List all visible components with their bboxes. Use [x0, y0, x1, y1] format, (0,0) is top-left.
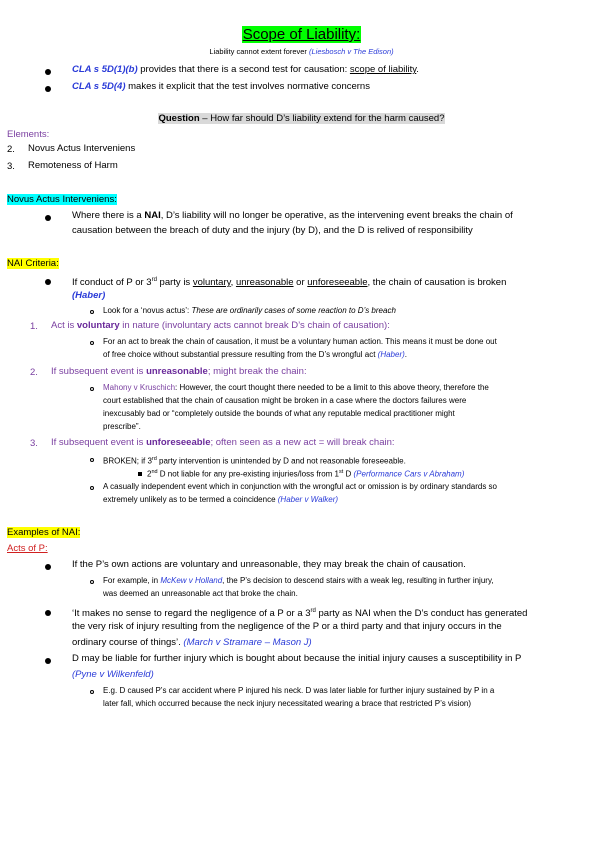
- question-text: – How far should D’s liability extend for the harm caused?: [199, 113, 445, 124]
- subtitle-text: Liability cannot extent forever: [209, 47, 309, 56]
- case-ref: (Performance Cars v Abraham): [353, 469, 465, 479]
- example-bullet-1: If the P’s own actions are voluntary and unreasonable, they may break the chain of causation.: [72, 559, 466, 570]
- example-bullet-3-line-1: D may be liable for further injury which is bought about because the initial injury causes a susceptibility in P: [72, 653, 522, 664]
- criteria-heading: [7, 257, 59, 271]
- example-bullet-2-line-2: the very risk of injury resulting from the negligence of the P or a third party and that injury occurs in the: [72, 621, 502, 632]
- acts-of-p-heading: Acts of P:: [7, 543, 48, 554]
- bold-term: NAI: [144, 210, 161, 221]
- text: party as NAI when the D’s conduct has generated: [315, 608, 528, 620]
- superscript: rd: [310, 608, 316, 614]
- bullet-icon: [45, 658, 51, 664]
- text: Act is: [51, 320, 77, 331]
- superscript: rd: [151, 277, 157, 283]
- list-number: 2.: [30, 367, 38, 378]
- question-row: [0, 112, 603, 126]
- question-label: Question: [158, 113, 200, 124]
- subtitle: [0, 47, 603, 56]
- intro-bullet-2: [72, 80, 370, 94]
- nai-heading: [7, 193, 117, 207]
- text: If subsequent event is: [51, 437, 147, 448]
- superscript: st: [339, 469, 344, 475]
- case-ref: (March v Stramare – Mason J): [183, 637, 312, 648]
- criterion-3-sub-2-line-1: A casually independent event which in conjunction with the wrongful act or omission is by ordinary standards so: [103, 482, 497, 491]
- text: Look for a ‘novus actus’:: [103, 306, 192, 315]
- text: ‘It makes no sense to regard the negligence of a P or a 3: [72, 608, 311, 620]
- underlined-term: unforeseeable: [307, 277, 368, 289]
- criterion-3-sub-sub: [147, 466, 464, 481]
- intro-text-end: .: [416, 64, 419, 75]
- elements-heading: Elements:: [7, 129, 50, 140]
- subtitle-case: (Liesbosch v The Edison): [309, 47, 394, 56]
- bold-term: unforeseeable: [146, 437, 211, 448]
- bullet-icon: [45, 69, 51, 75]
- text: D: [343, 469, 354, 479]
- criterion-1-sub-line-1: For an act to break the chain of causation, it must be a voluntary human action. This means it must be done out: [103, 337, 497, 346]
- criteria-heading-text: NAI Criteria:: [7, 258, 59, 269]
- bold-term: voluntary: [76, 320, 120, 331]
- case-ref: McKew v Holland: [160, 576, 223, 585]
- list-number: 3.: [30, 438, 38, 449]
- text: party intervention is unintended by D and not reasonable foreseeable.: [156, 456, 406, 466]
- intro-underlined: scope of liability: [349, 64, 417, 75]
- criterion-3-sub-2-line-2: [103, 494, 338, 507]
- text: 2: [147, 469, 152, 479]
- text: ; often seen as a new act = will break chain:: [210, 437, 395, 448]
- statute-ref: CLA s 5D(4): [72, 81, 126, 92]
- sub-bullet-icon: [90, 580, 94, 584]
- text: or: [293, 277, 308, 289]
- list-number: 2.: [7, 144, 15, 155]
- criterion-2: [51, 365, 307, 379]
- superscript: rd: [151, 456, 157, 462]
- text: ordinary course of things’.: [72, 637, 184, 648]
- examples-heading: [7, 526, 80, 540]
- case-ref: (Pyne v Wilkenfeld): [72, 669, 154, 680]
- nai-bullet-line-1: [72, 209, 513, 223]
- intro-text: provides that there is a second test for causation:: [137, 64, 350, 75]
- text: party is: [156, 277, 193, 289]
- example-bullet-2-line-3: [72, 636, 312, 650]
- example-sub-line-1: [103, 575, 494, 588]
- text: , D’s liability will no longer be operative, as the intervening event breaks the chain of: [160, 210, 513, 221]
- bullet-icon: [45, 610, 51, 616]
- bullet-icon: [45, 564, 51, 570]
- bullet-icon: [45, 279, 51, 285]
- criteria-main: [72, 273, 506, 290]
- text: , the chain of causation is broken: [367, 277, 507, 289]
- sub-sub-bullet-icon: [138, 472, 142, 476]
- text: BROKEN; if 3: [103, 456, 152, 466]
- underlined-term: unreasonable: [235, 277, 294, 289]
- text: If subsequent event is: [51, 366, 147, 377]
- text: in nature (involuntary acts cannot break D’s chain of causation):: [119, 320, 390, 331]
- list-number: 1.: [30, 321, 38, 332]
- sub-bullet-icon: [90, 486, 94, 490]
- text: extremely unlikely as to be termed a coincidence: [103, 495, 278, 504]
- criterion-2-sub-line-3: inexcusably bad or “completely outside the bounds of what any reputable medical practitioner might: [103, 409, 455, 418]
- case-ref: (Haber v Walker): [277, 495, 339, 504]
- bullet-icon: [45, 215, 51, 221]
- intro-text: makes it explicit that the test involves normative concerns: [125, 81, 370, 92]
- sub-bullet-icon: [90, 387, 94, 391]
- criterion-1-sub-line-2: [103, 349, 407, 362]
- criterion-3: [51, 436, 395, 450]
- text: : However, the court thought there needed to be a limit to this above theory, therefore the: [175, 383, 489, 392]
- example-3-sub-line-1: E.g. D caused P’s car accident where P injured his neck. D was later liable for further injury sustained by P in a: [103, 686, 495, 695]
- criterion-1: [51, 319, 390, 333]
- example-3-sub-line-2: later fall, which occurred because the neck injury necessitated wearing a brace that restricted P’s vision): [103, 699, 472, 708]
- sub-bullet-icon: [90, 690, 94, 694]
- list-item: Remoteness of Harm: [28, 160, 118, 171]
- page-title: Scope of Liability:: [242, 26, 361, 43]
- examples-heading-text: Examples of NAI:: [7, 527, 81, 538]
- case-ref: (Haber): [377, 350, 405, 359]
- underlined-term: voluntary: [192, 277, 231, 289]
- text: .: [404, 350, 408, 359]
- example-sub-line-2: was deemed an unreasonable act that broke the chain.: [103, 589, 298, 598]
- bold-term: unreasonable: [146, 366, 208, 377]
- intro-bullet-1: [72, 63, 419, 77]
- criteria-sub: [103, 305, 396, 318]
- bullet-icon: [45, 86, 51, 92]
- text: , the P’s decision to descend stairs with a weak leg, resulting in further injury,: [222, 576, 494, 585]
- sub-bullet-icon: [90, 310, 94, 314]
- superscript: nd: [151, 469, 158, 475]
- question: [158, 113, 444, 124]
- text: of free choice without substantial pressure resulting from the D’s wrongful act: [103, 350, 378, 359]
- text: D not liable for any pre-existing injuries/loss from 1: [157, 469, 339, 479]
- case-ref: Mahony v Kruschich: [103, 383, 176, 392]
- criterion-2-sub-line-1: [103, 382, 489, 395]
- nai-heading-text: Novus Actus Interveniens:: [7, 194, 117, 205]
- criterion-2-sub-line-4: prescribe”.: [103, 422, 141, 431]
- list-item: Novus Actus Interveniens: [28, 143, 136, 154]
- nai-bullet-line-2: causation between the breach of duty and the injury (by D), and the D is relived of responsibility: [72, 225, 473, 236]
- text: ,: [230, 277, 236, 289]
- criterion-2-sub-line-2: court established that the chain of causation might be broken in a case where the doctors failures were: [103, 396, 467, 405]
- sub-bullet-icon: [90, 458, 94, 462]
- example-bullet-2-line-1: [72, 604, 527, 621]
- list-number: 3.: [7, 161, 15, 172]
- sub-bullet-icon: [90, 341, 94, 345]
- text: If conduct of P or 3: [72, 277, 152, 289]
- text: For example, in: [103, 576, 161, 585]
- text: Where there is a: [72, 210, 145, 221]
- text: ; might break the chain:: [207, 366, 307, 377]
- statute-ref: CLA s 5D(1)(b): [72, 64, 138, 75]
- case-ref: (Haber): [72, 290, 106, 301]
- title-row: [0, 26, 603, 44]
- italic-text: These are ordinarily cases of some reaction to D’s breach: [191, 306, 396, 315]
